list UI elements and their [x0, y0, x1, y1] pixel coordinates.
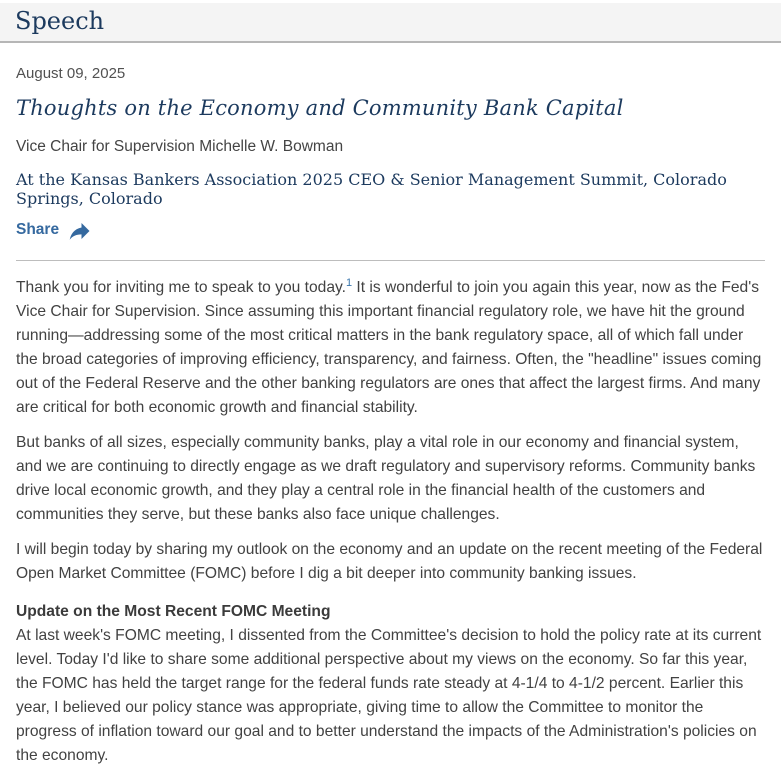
share-link[interactable]	[16, 219, 93, 241]
article-title: Thoughts on the Economy and Community Bank Capital	[16, 96, 624, 121]
article-date: August 09, 2025	[16, 65, 126, 83]
paragraph-2: But banks of all sizes, especially community banks, play a vital role in our economy and financial system, and we are continuing to directly engage as we draft regulatory and supervisory reforms. Community banks drive local economic growth, and they play a central role in the financial health of the customers and communities they serve, but these banks also face unique challenges.	[16, 434, 756, 524]
share-arrow-icon	[66, 219, 93, 241]
paragraph-1-text-after: It is wonderful to join you again this year, now as the Fed's Vice Chair for Supervision. Since assuming this important financial regulatory role, we have hit the ground running—addressing some of the most critical matters in the bank regulatory space, all of which fall under the broad categories of improving efficiency, transparency, and fairness. Often, the "headline" issues coming out of the Federal Reserve and the other banking regulators are ones that affect the largest firms. And many are critical for both economic growth and financial stability.	[16, 279, 762, 417]
content-divider	[16, 260, 765, 261]
speaker-name: Vice Chair for Supervision Michelle W. Bowman	[16, 138, 344, 156]
paragraph-4: At last week's FOMC meeting, I dissented from the Committee's decision to hold the policy rate at its current level. Today I'd like to share some additional perspective about my views on the economy. So far this year, the FOMC has held the target range for the federal funds rate steady at 4-1/4 to 4-1/2 percent. Earlier this year, I believed our policy stance was appropriate, giving time to allow the Committee to monitor the progress of inflation toward our goal and to better understand the impacts of the Administration's policies on the economy.	[16, 627, 762, 765]
page-type-header	[0, 3, 781, 43]
paragraph-3: I will begin today by sharing my outlook on the economy and an update on the recent meeting of the Federal Open Market Committee (FOMC) before I dig a bit deeper into community banking issues.	[16, 541, 763, 583]
page-type-title: Speech	[15, 7, 105, 35]
footnote-1-link[interactable]: 1	[345, 277, 353, 290]
speech-article	[0, 65, 781, 768]
paragraph-1-text-before: Thank you for inviting me to speak to you today.	[16, 279, 346, 297]
share-label: Share	[16, 221, 60, 239]
section-heading-fomc-update: Update on the Most Recent FOMC Meeting	[16, 603, 331, 621]
speech-body	[16, 276, 765, 768]
paragraph-1	[16, 276, 765, 420]
event-location: At the Kansas Bankers Association 2025 CEO & Senior Management Summit, Colorado Springs, Colorado	[16, 170, 727, 209]
